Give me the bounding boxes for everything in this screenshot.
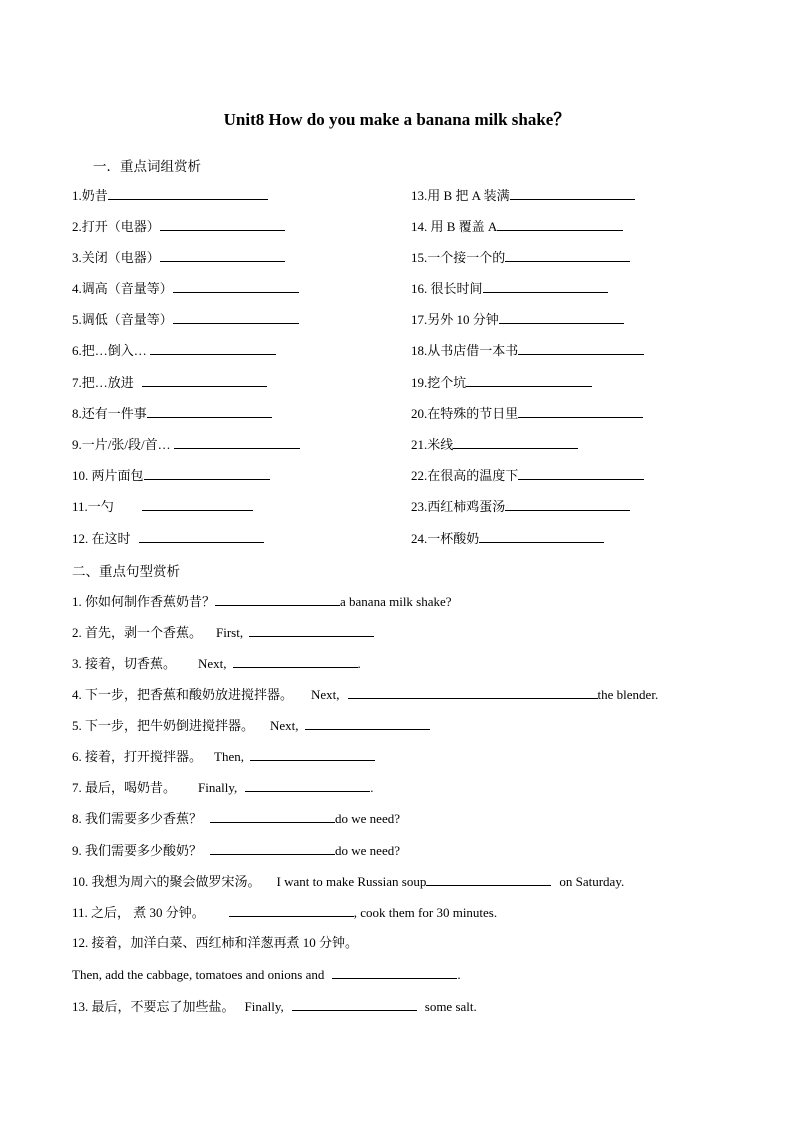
answer-blank[interactable] [332, 965, 457, 979]
vocab-item [72, 466, 270, 485]
vocab-item [411, 248, 630, 267]
vocab-item [411, 466, 644, 485]
sentence-zh: 3. 接着，切香蕉。 [72, 656, 177, 671]
vocab-label: 23.西红柿鸡蛋汤 [411, 499, 506, 514]
sentence-en: I want to make Russian soup [276, 874, 427, 889]
sentence-zh: 4. 下一步，把香蕉和酸奶放进搅拌器。 [72, 687, 294, 702]
vocab-item [72, 497, 253, 516]
sentence-en: Next, [198, 656, 227, 671]
section-heading-sentences: 二、重点句型赏析 [72, 564, 180, 579]
answer-blank[interactable] [142, 497, 253, 511]
page-title: Unit8 How do you make a banana milk shake？ [223, 110, 571, 129]
sentence-zh: 12. 接着，加洋白菜、西红柿和洋葱再煮 10 分钟。 [72, 935, 359, 950]
sentence-item [72, 841, 400, 860]
sentence-zh: 6. 接着，打开搅拌器。 [72, 749, 203, 764]
sentence-zh: 13. 最后，不要忘了加些盐。 [72, 999, 235, 1014]
answer-blank[interactable] [483, 279, 608, 293]
sentence-en: Next, [270, 718, 299, 733]
answer-blank[interactable] [518, 404, 643, 418]
answer-blank[interactable] [229, 903, 354, 917]
vocab-item [411, 435, 578, 454]
answer-blank[interactable] [245, 778, 370, 792]
sentence-en: Then, [214, 749, 244, 764]
sentence-after: . [370, 780, 374, 795]
sentence-item [72, 747, 375, 766]
sentence-en: Finally, [244, 999, 284, 1014]
sentence-item [72, 965, 461, 984]
sentence-after: do we need? [335, 811, 400, 826]
answer-blank[interactable] [210, 841, 335, 855]
vocab-label: 5.调低（音量等） [72, 312, 173, 327]
vocab-item [411, 186, 635, 205]
answer-blank[interactable] [160, 217, 285, 231]
answer-blank[interactable] [453, 435, 578, 449]
vocab-item [72, 435, 300, 454]
sentence-item [72, 872, 624, 891]
sentence-after: a banana milk shake? [340, 594, 452, 609]
vocab-label: 13.用 B 把 A 装满 [411, 188, 510, 203]
answer-blank[interactable] [348, 685, 598, 699]
answer-blank[interactable] [497, 217, 623, 231]
answer-blank[interactable] [249, 623, 374, 637]
sentence-item [72, 997, 477, 1016]
answer-blank[interactable] [292, 997, 417, 1011]
vocab-label: 4.调高（音量等） [72, 281, 173, 296]
answer-blank[interactable] [173, 310, 299, 324]
vocab-label: 6.把…倒入… [72, 343, 147, 358]
vocab-item [72, 186, 268, 205]
vocab-item [72, 248, 285, 267]
vocab-label: 7.把…放进 [72, 375, 134, 390]
sentence-item [72, 903, 497, 922]
vocab-item [72, 217, 285, 236]
vocab-label: 3.关闭（电器） [72, 250, 160, 265]
sentence-zh: 2. 首先，剥一个香蕉。 [72, 625, 203, 640]
sentence-after: . [357, 656, 361, 671]
answer-blank[interactable] [505, 497, 630, 511]
vocab-label: 17.另外 10 分钟 [411, 312, 499, 327]
sentence-item [72, 716, 430, 735]
answer-blank[interactable] [215, 592, 340, 606]
sentence-after: on Saturday. [559, 874, 625, 889]
answer-blank[interactable] [173, 279, 299, 293]
vocab-label: 11.一勺 [72, 499, 114, 514]
answer-blank[interactable] [233, 654, 358, 668]
sentence-item [72, 809, 400, 828]
vocab-label: 8.还有一件事 [72, 406, 147, 421]
sentence-item [72, 778, 374, 797]
vocab-label: 15.一个接一个的 [411, 250, 506, 265]
answer-blank[interactable] [139, 529, 264, 543]
vocab-item [411, 497, 630, 516]
vocab-item [72, 404, 272, 423]
vocab-item [72, 373, 267, 392]
sentence-zh: 7. 最后，喝奶昔。 [72, 780, 177, 795]
vocab-item [411, 529, 604, 548]
sentence-item [72, 592, 452, 611]
vocab-label: 18.从书店借一本书 [411, 343, 519, 358]
vocab-item [72, 341, 276, 360]
vocab-label: 10. 两片面包 [72, 468, 144, 483]
sentence-zh: 11. 之后， 煮 30 分钟。 [72, 905, 205, 920]
vocab-item [411, 404, 643, 423]
sentence-zh: 9. 我们需要多少酸奶？ [72, 843, 203, 858]
answer-blank[interactable] [150, 341, 276, 355]
vocab-item [72, 310, 299, 329]
sentence-zh: 5. 下一步，把牛奶倒进搅拌器。 [72, 718, 255, 733]
answer-blank[interactable] [510, 186, 635, 200]
sentence-item [72, 685, 658, 704]
vocab-label: 12. 在这时 [72, 531, 131, 546]
vocab-label: 16. 很长时间 [411, 281, 483, 296]
vocab-item [411, 279, 608, 298]
vocab-item [72, 529, 264, 548]
sentence-en: First, [216, 625, 244, 640]
vocab-label: 21.米线 [411, 437, 454, 452]
answer-blank[interactable] [142, 373, 267, 387]
vocab-label: 2.打开（电器） [72, 219, 160, 234]
vocab-label: 20.在特殊的节日里 [411, 406, 519, 421]
sentence-item [72, 654, 361, 673]
answer-blank[interactable] [210, 809, 335, 823]
answer-blank[interactable] [147, 404, 272, 418]
answer-blank[interactable] [426, 872, 551, 886]
sentence-item [72, 934, 358, 952]
vocab-item [72, 279, 299, 298]
vocab-item [411, 373, 592, 392]
sentence-zh: 10. 我想为周六的聚会做罗宋汤。 [72, 874, 261, 889]
sentence-after: . [457, 967, 461, 982]
vocab-label: 24.一杯酸奶 [411, 531, 480, 546]
sentence-en: Next, [311, 687, 340, 702]
sentence-after: some salt. [424, 999, 477, 1014]
sentence-after: the blender. [597, 687, 659, 702]
answer-blank[interactable] [250, 747, 375, 761]
sentence-zh: 8. 我们需要多少香蕉？ [72, 811, 203, 826]
sentence-after: , cook them for 30 minutes. [353, 905, 498, 920]
answer-blank[interactable] [518, 341, 644, 355]
vocab-label: 14. 用 B 覆盖 A [411, 219, 498, 234]
vocab-label: 9.一片/张/段/首… [72, 437, 171, 452]
vocab-item [411, 310, 624, 329]
answer-blank[interactable] [505, 248, 630, 262]
answer-blank[interactable] [174, 435, 300, 449]
vocab-label: 22.在很高的温度下 [411, 468, 519, 483]
vocab-item [411, 341, 644, 360]
answer-blank[interactable] [305, 716, 430, 730]
answer-blank[interactable] [160, 248, 285, 262]
sentence-en: Finally, [198, 780, 238, 795]
answer-blank[interactable] [466, 373, 592, 387]
vocab-label: 1.奶昔 [72, 188, 108, 203]
answer-blank[interactable] [518, 466, 644, 480]
answer-blank[interactable] [144, 466, 270, 480]
answer-blank[interactable] [499, 310, 624, 324]
answer-blank[interactable] [479, 529, 604, 543]
sentence-en: Then, add the cabbage, tomatoes and onions and [72, 967, 325, 982]
sentence-after: do we need? [335, 843, 400, 858]
answer-blank[interactable] [108, 186, 268, 200]
section-heading-phrases: 一．重点词组赏析 [93, 159, 201, 174]
sentence-item [72, 623, 374, 642]
sentence-zh: 1. 你如何制作香蕉奶昔？ [72, 594, 216, 609]
vocab-item [411, 217, 623, 236]
vocab-label: 19.挖个坑 [411, 375, 467, 390]
